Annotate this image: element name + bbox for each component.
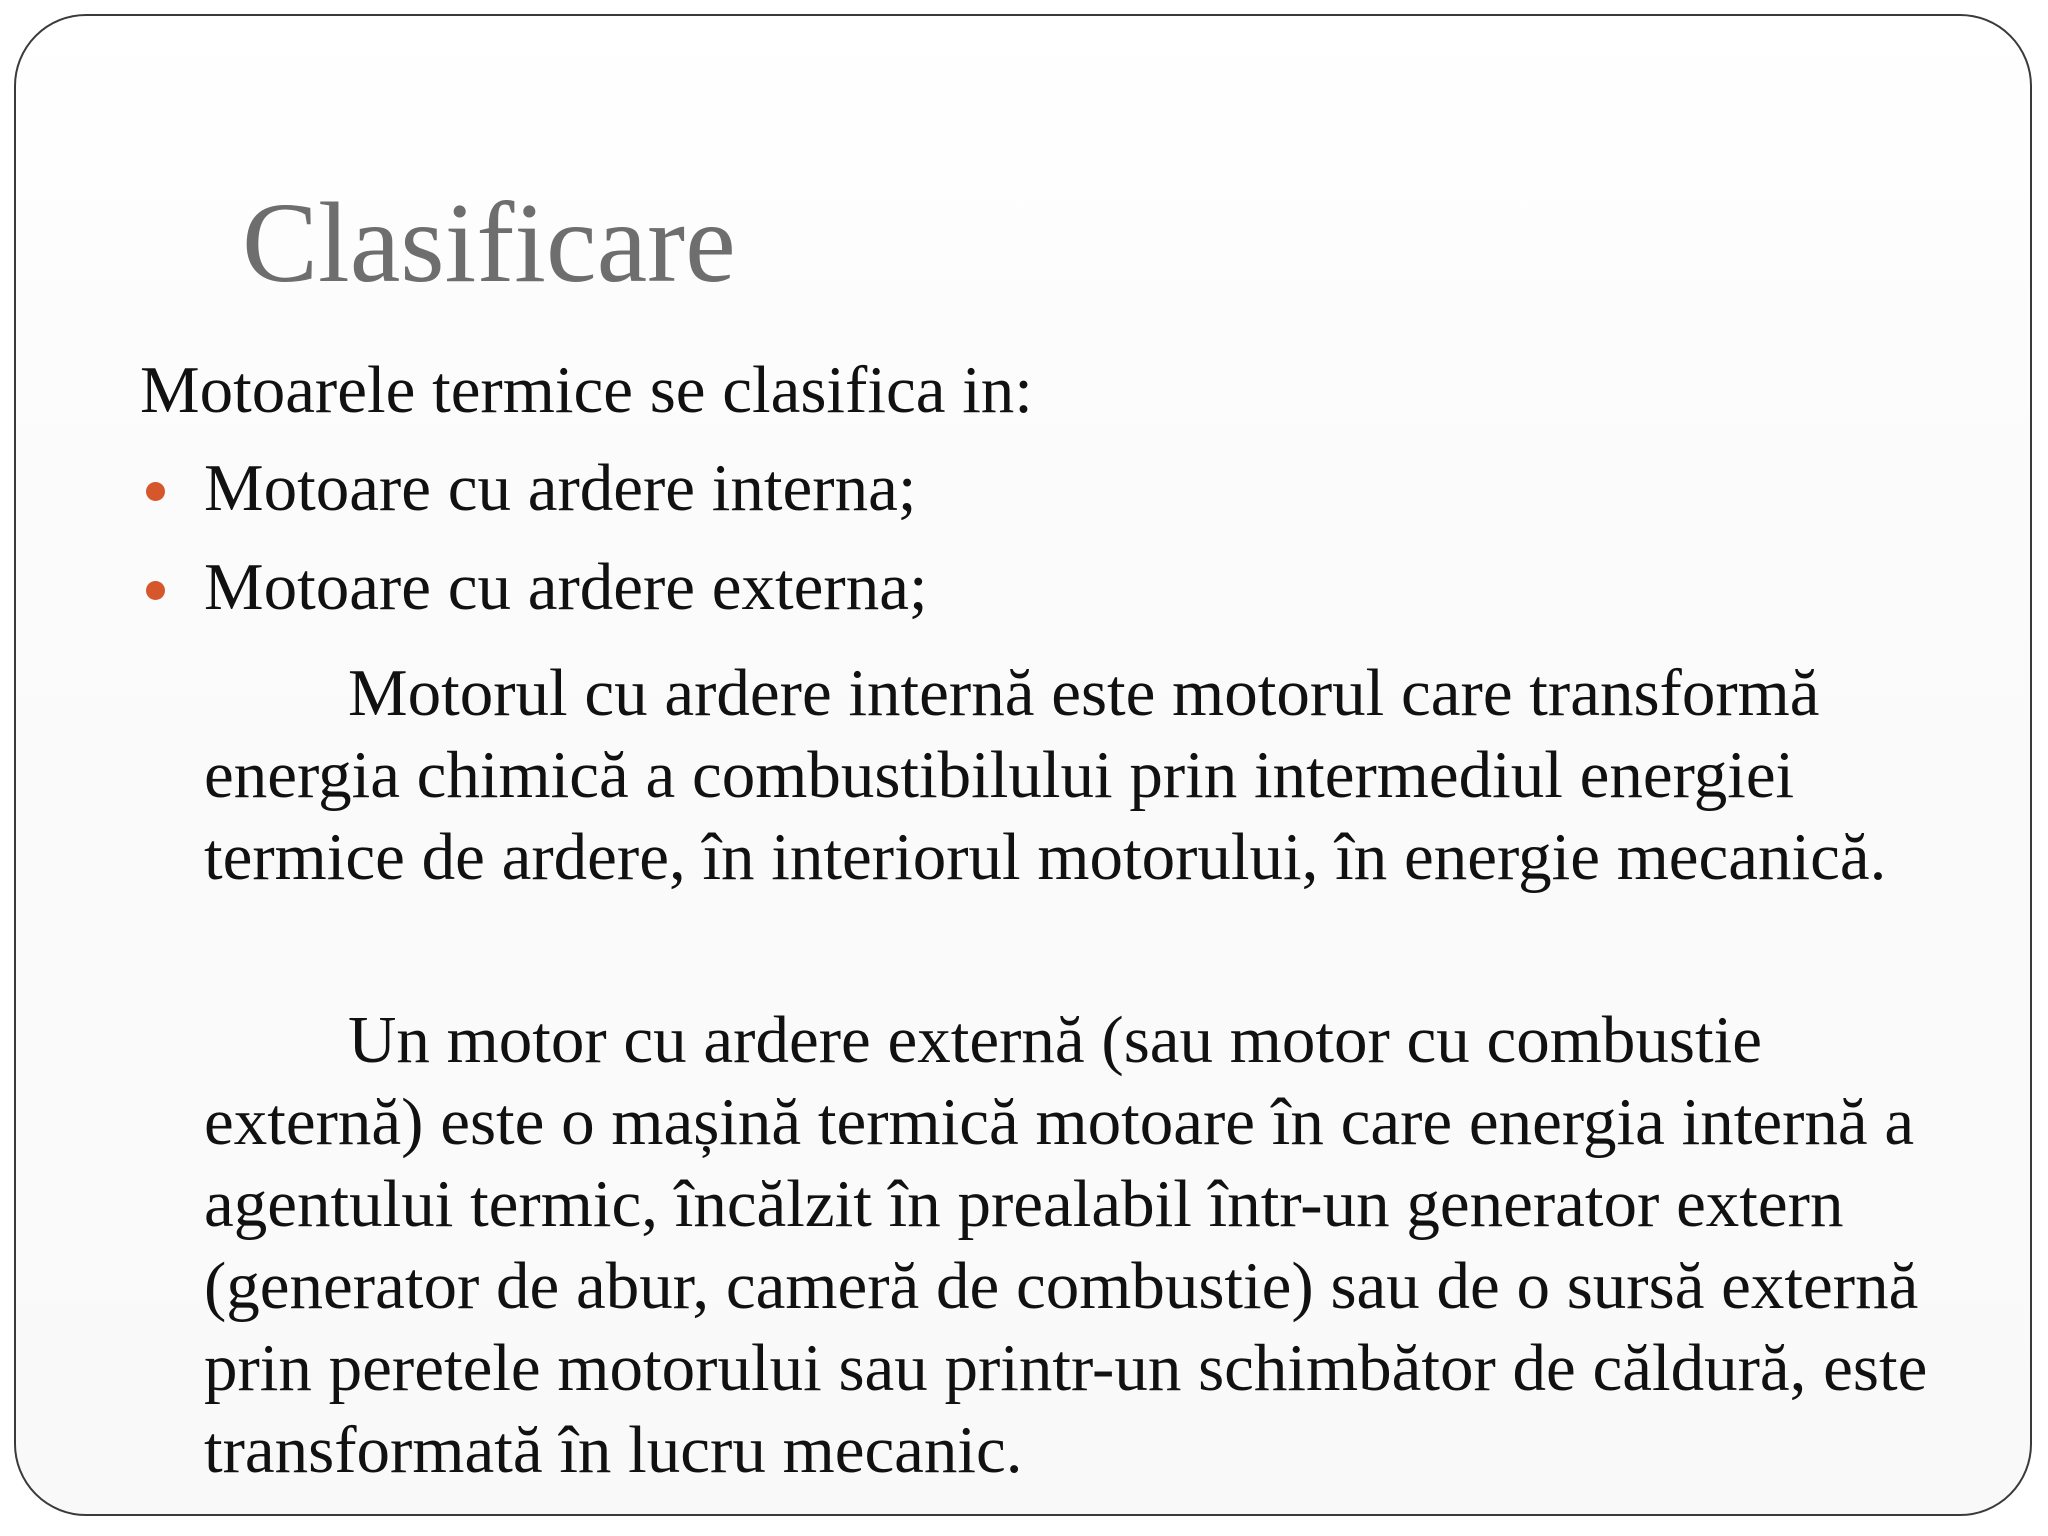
bullet-text: Motoare cu ardere interna; — [204, 451, 917, 525]
intro-text: Motoarele termice se clasifica in: — [140, 353, 1033, 427]
bullet-item-external — [140, 551, 1940, 625]
paragraph-external-combustion: Un motor cu ardere externă (sau motor cu combustie externă) este o mașină termică motoare în care energia internă a agentului termic, încălzit în prealabil într-un generator extern (generator de abur, cameră de combustie) sau de o sursă externă prin peretele motorului sau printr-un schimbător de căldură, este transformată în lucru mecanic. — [204, 1003, 1928, 1487]
bullet-dot-icon — [146, 482, 165, 501]
bullet-item-internal — [140, 452, 1940, 526]
bullet-list — [140, 452, 1940, 649]
slide-title: Clasificare — [242, 179, 736, 306]
bullet-text: Motoare cu ardere externa; — [204, 549, 928, 624]
paragraph-internal-combustion: Motorul cu ardere internă este motorul care transformă energia chimică a combustibilului prin intermediul energiei termice de ardere, în interiorul motorului, în energie mecanică. — [204, 656, 1887, 894]
bullet-dot-icon — [146, 581, 165, 600]
slide-frame — [14, 14, 2032, 1516]
